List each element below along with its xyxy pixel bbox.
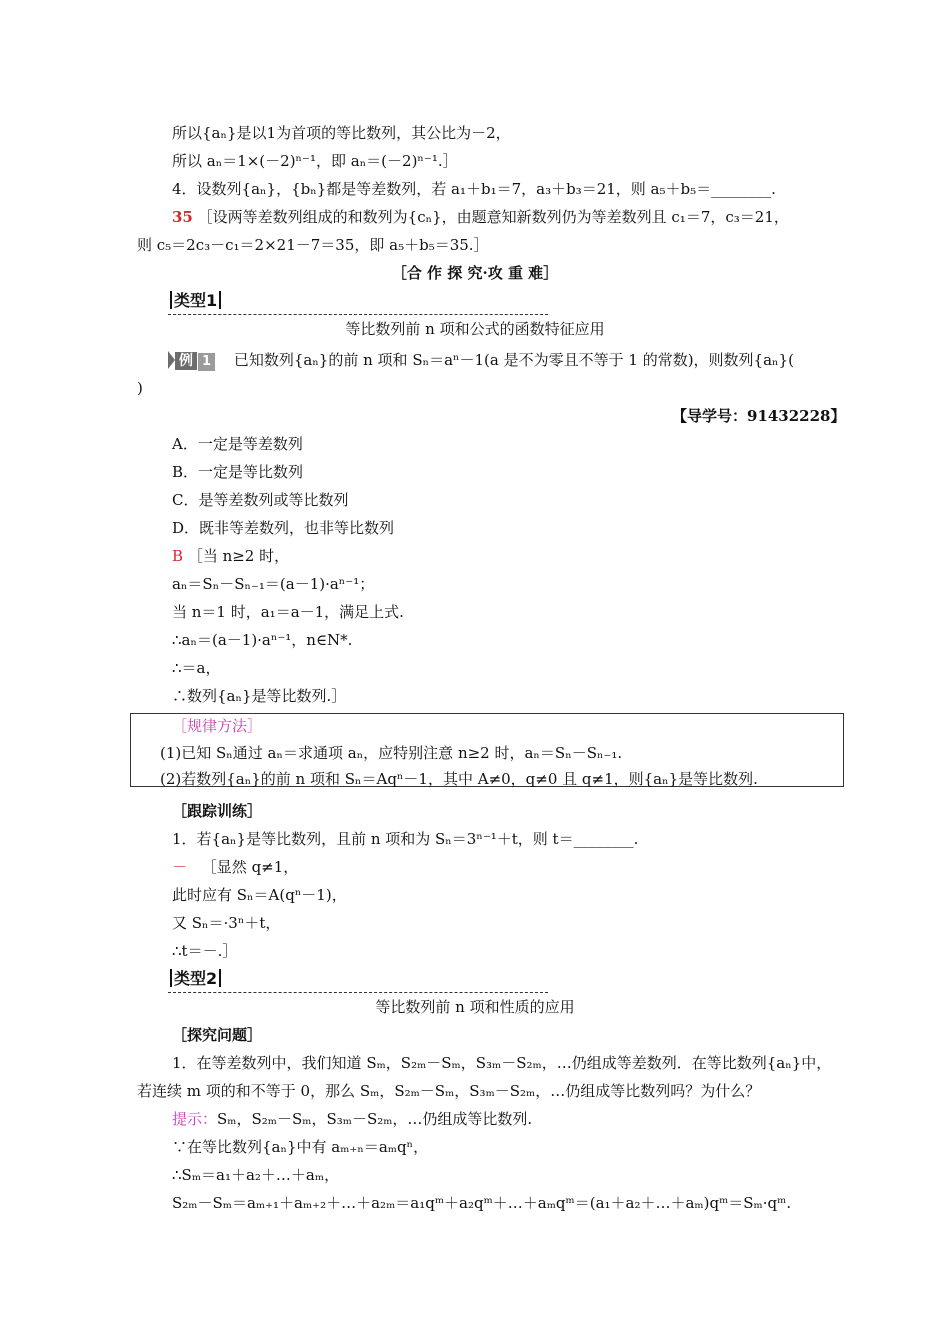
hint-label: 提示： xyxy=(172,1110,218,1128)
track-question: 1．若{aₙ}是等比数列，且前 n 项和为 Sₙ＝3ⁿ⁻¹＋t，则 t＝________. xyxy=(172,830,639,848)
explore-question: 1．在等差数列中，我们知道 Sₘ，S₂ₘ－Sₘ，S₃ₘ－S₂ₘ，…仍组成等差数列．在等比数列{aₙ}中， xyxy=(172,1054,832,1072)
solution-step: aₙ＝Sₙ－Sₙ₋₁＝(a－1)·aⁿ⁻¹； xyxy=(172,575,375,593)
divider xyxy=(168,314,548,315)
answer-mark: － xyxy=(172,858,188,876)
type-1-title: 等比数列前 n 项和公式的函数特征应用 xyxy=(345,320,605,338)
track-label: ［跟踪训练］ xyxy=(172,802,263,820)
type-2-label: 类型2 xyxy=(168,969,223,989)
answer-letter: B xyxy=(172,547,184,565)
answer-line xyxy=(172,207,789,227)
answer-line: B ［当 n≥2 时， xyxy=(172,547,290,565)
answer-explanation: ［设两等差数列组成的和数列为{cₙ}，由题意知新数列仍为等差数列且 c₁＝7，c₃＝21， xyxy=(197,208,789,226)
option-a: A．一定是等差数列 xyxy=(172,435,303,453)
guide-number: 【导学号：91432228】 xyxy=(672,407,846,425)
text-line: 所以 aₙ＝1×(－2)ⁿ⁻¹，即 aₙ＝(－2)ⁿ⁻¹.］ xyxy=(172,152,458,170)
rule-label: ［规律方法］ xyxy=(172,717,263,735)
solution-step: ∴t＝－.］ xyxy=(172,942,238,960)
type-1-label: 类型1 xyxy=(168,291,223,311)
example-text: 已知数列{aₙ}的前 n 项和 Sₙ＝aⁿ－1(a 是不为零且不等于 1 的常数)，则数列{aₙ}( xyxy=(233,351,794,369)
explore-label: ［探究问题］ xyxy=(172,1026,263,1044)
explore-question: 若连续 m 项的和不等于 0，那么 Sₘ，S₂ₘ－Sₘ，S₃ₘ－S₂ₘ，…仍组成等比数列吗？为什么？ xyxy=(137,1082,761,1100)
option-b: B．一定是等比数列 xyxy=(172,463,304,481)
divider xyxy=(168,992,548,993)
answer-line: － ［显然 q≠1， xyxy=(172,858,299,876)
question-4: 4．设数列{aₙ}，{bₙ}都是等差数列，若 a₁＋b₁＝7，a₃＋b₃＝21，则 a₅＋b₅＝________. xyxy=(172,180,776,198)
solution-step: 当 n＝1 时，a₁＝a－1，满足上式. xyxy=(172,603,404,621)
triangle-icon xyxy=(168,351,175,369)
rule-item: (1)已知 Sₙ通过 aₙ＝求通项 aₙ，应特别注意 n≥2 时，aₙ＝Sₙ－Sₙ₋₁. xyxy=(160,744,623,762)
solution-step: ∴数列{aₙ}是等比数列.］ xyxy=(172,687,347,705)
rule-item: (2)若数列{aₙ}的前 n 项和 Sₙ＝Aqⁿ－1，其中 A≠0，q≠0 且 q≠1，则{aₙ}是等比数列. xyxy=(160,770,758,788)
solution-step: 此时应有 Sₙ＝A(qⁿ－1)， xyxy=(172,886,347,904)
proof-step: ∵在等比数列{aₙ}中有 aₘ₊ₙ＝aₘqⁿ， xyxy=(172,1138,429,1156)
text-line: 所以{aₙ}是以1为首项的等比数列，其公比为－2， xyxy=(172,124,511,142)
option-d: D．既非等差数列，也非等比数列 xyxy=(172,519,395,537)
proof-step: ∴Sₘ＝a₁＋a₂＋…＋aₘ， xyxy=(172,1166,340,1184)
text-line: ) xyxy=(137,379,143,397)
example-number: 1 xyxy=(198,353,215,371)
hint-line: 提示：Sₘ，S₂ₘ－Sₘ，S₃ₘ－S₂ₘ，…仍组成等比数列. xyxy=(172,1110,533,1128)
option-c: C．是等差数列或等比数列 xyxy=(172,491,349,509)
solution-step: ∴＝a， xyxy=(172,659,221,677)
solution-step: 又 Sₙ＝·3ⁿ＋t， xyxy=(172,914,281,932)
text-line: 则 c₅＝2c₃－c₁＝2×21－7＝35，即 a₅＋b₅＝35.］ xyxy=(137,236,489,254)
section-heading: ［合 作 探 究·攻 重 难］ xyxy=(391,264,559,282)
type-2-title: 等比数列前 n 项和性质的应用 xyxy=(375,998,575,1016)
solution-step: ∴aₙ＝(a－1)·aⁿ⁻¹，n∈N*. xyxy=(172,631,353,649)
example-label: 例 xyxy=(175,352,197,370)
answer-value: 35 xyxy=(172,208,193,226)
proof-step: S₂ₘ－Sₘ＝aₘ₊₁＋aₘ₊₂＋…＋a₂ₘ＝a₁qᵐ＋a₂qᵐ＋…＋aₘqᵐ＝(a₁＋a₂＋…＋aₘ)qᵐ＝Sₘ·qᵐ. xyxy=(172,1194,792,1212)
example-1 xyxy=(168,350,794,371)
